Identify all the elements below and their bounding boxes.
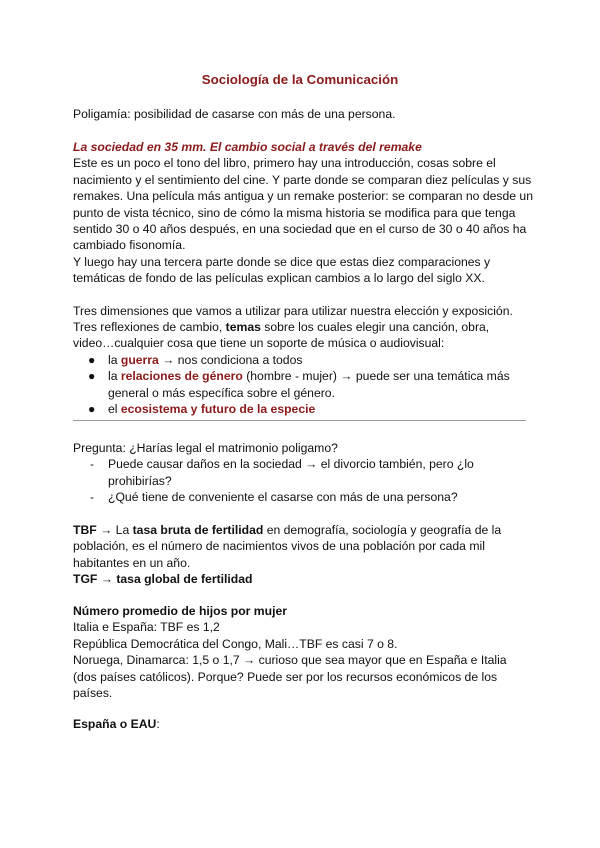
tbf-definition: TBF → La tasa bruta de fertilidad en demografía, sociología y geografía de la población, es el número de nacimientos vivos de una población por cada mil habitantes en un año. <box>73 523 502 570</box>
list-item: ● la relaciones de género (hombre - mujer) → puede ser una temática más general o más específica sobre el género. <box>88 369 510 400</box>
list-item: ● la guerra → nos condiciona a todos <box>88 352 303 367</box>
paragraph: Noruega, Dinamarca: 1,5 o 1,7 → curioso que sea mayor que en España e Italia (dos países católicos). Porque? Puede ser por los recursos económicos de los países. <box>73 653 507 701</box>
tbf-section <box>73 522 533 588</box>
answers-list <box>73 456 533 505</box>
bold-term: temas <box>225 320 261 335</box>
bullet-icon: ● <box>88 352 96 367</box>
list-item: ● el ecosistema y futuro de la especie <box>88 402 316 417</box>
list-item: - ¿Qué tiene de conveniente el casarse con más de una persona? <box>90 490 458 505</box>
paragraph: Tres dimensiones que vamos a utilizar para utilizar nuestra elección y exposición. <box>73 303 513 318</box>
espana-section: España o EAU: <box>73 717 160 731</box>
paragraph: Y luego hay una tercera parte donde se dice que estas diez comparaciones y temáticas de fondo de las películas explican cambios a lo largo del siglo XX. <box>73 254 491 286</box>
poligamia-definition: Poligamía: posibilidad de casarse con más de una persona. <box>73 107 396 121</box>
bullet-icon: ● <box>88 402 96 417</box>
paragraph: Italia e España: TBF es 1,2 <box>73 620 220 635</box>
question: Pregunta: ¿Harías legal el matrimonio poligamo? <box>73 441 338 455</box>
dash-icon: - <box>90 490 95 505</box>
paragraph: Este es un poco el tono del libro, primero hay una introducción, cosas sobre el nacimiento y el sentimiento del cine. Y parte donde se comparan diez películas y sus remakes. Una película más antigua y un remake posterior: se comparan no desde un punto de vista técnico, sino de cómo la misma historia se modifica para que tenga sentido 30 o 40 años después, en una sociedad que en el curso de 30 o 40 años ha cambiado fisonomía. <box>73 156 533 253</box>
topics-list <box>73 352 533 418</box>
section-heading: La sociedad en 35 mm. El cambio social a través del remake <box>73 140 422 154</box>
section-heading: España o EAU <box>73 717 157 731</box>
bullet-icon: ● <box>88 369 96 384</box>
paragraph: República Democrática del Congo, Mali…TBF es casi 7 o 8. <box>73 636 398 651</box>
section-heading: Número promedio de hijos por mujer <box>73 604 287 618</box>
hijos-section <box>73 603 533 701</box>
tgf-definition: TGF → tasa global de fertilidad <box>73 572 253 587</box>
paragraph: Tres reflexiones de cambio, temas sobre los cuales elegir una canción, obra, video…cualquier cosa que tiene un soporte de música o audiovisual: <box>73 320 490 351</box>
horizontal-rule <box>73 420 526 421</box>
dash-icon: - <box>90 457 95 472</box>
page-title: Sociología de la Comunicación <box>201 72 399 87</box>
pregunta-section <box>73 440 533 506</box>
list-item: - Puede causar daños en la sociedad → el divorcio también, pero ¿lo prohibirías? <box>90 457 474 488</box>
section-remake <box>73 139 533 418</box>
